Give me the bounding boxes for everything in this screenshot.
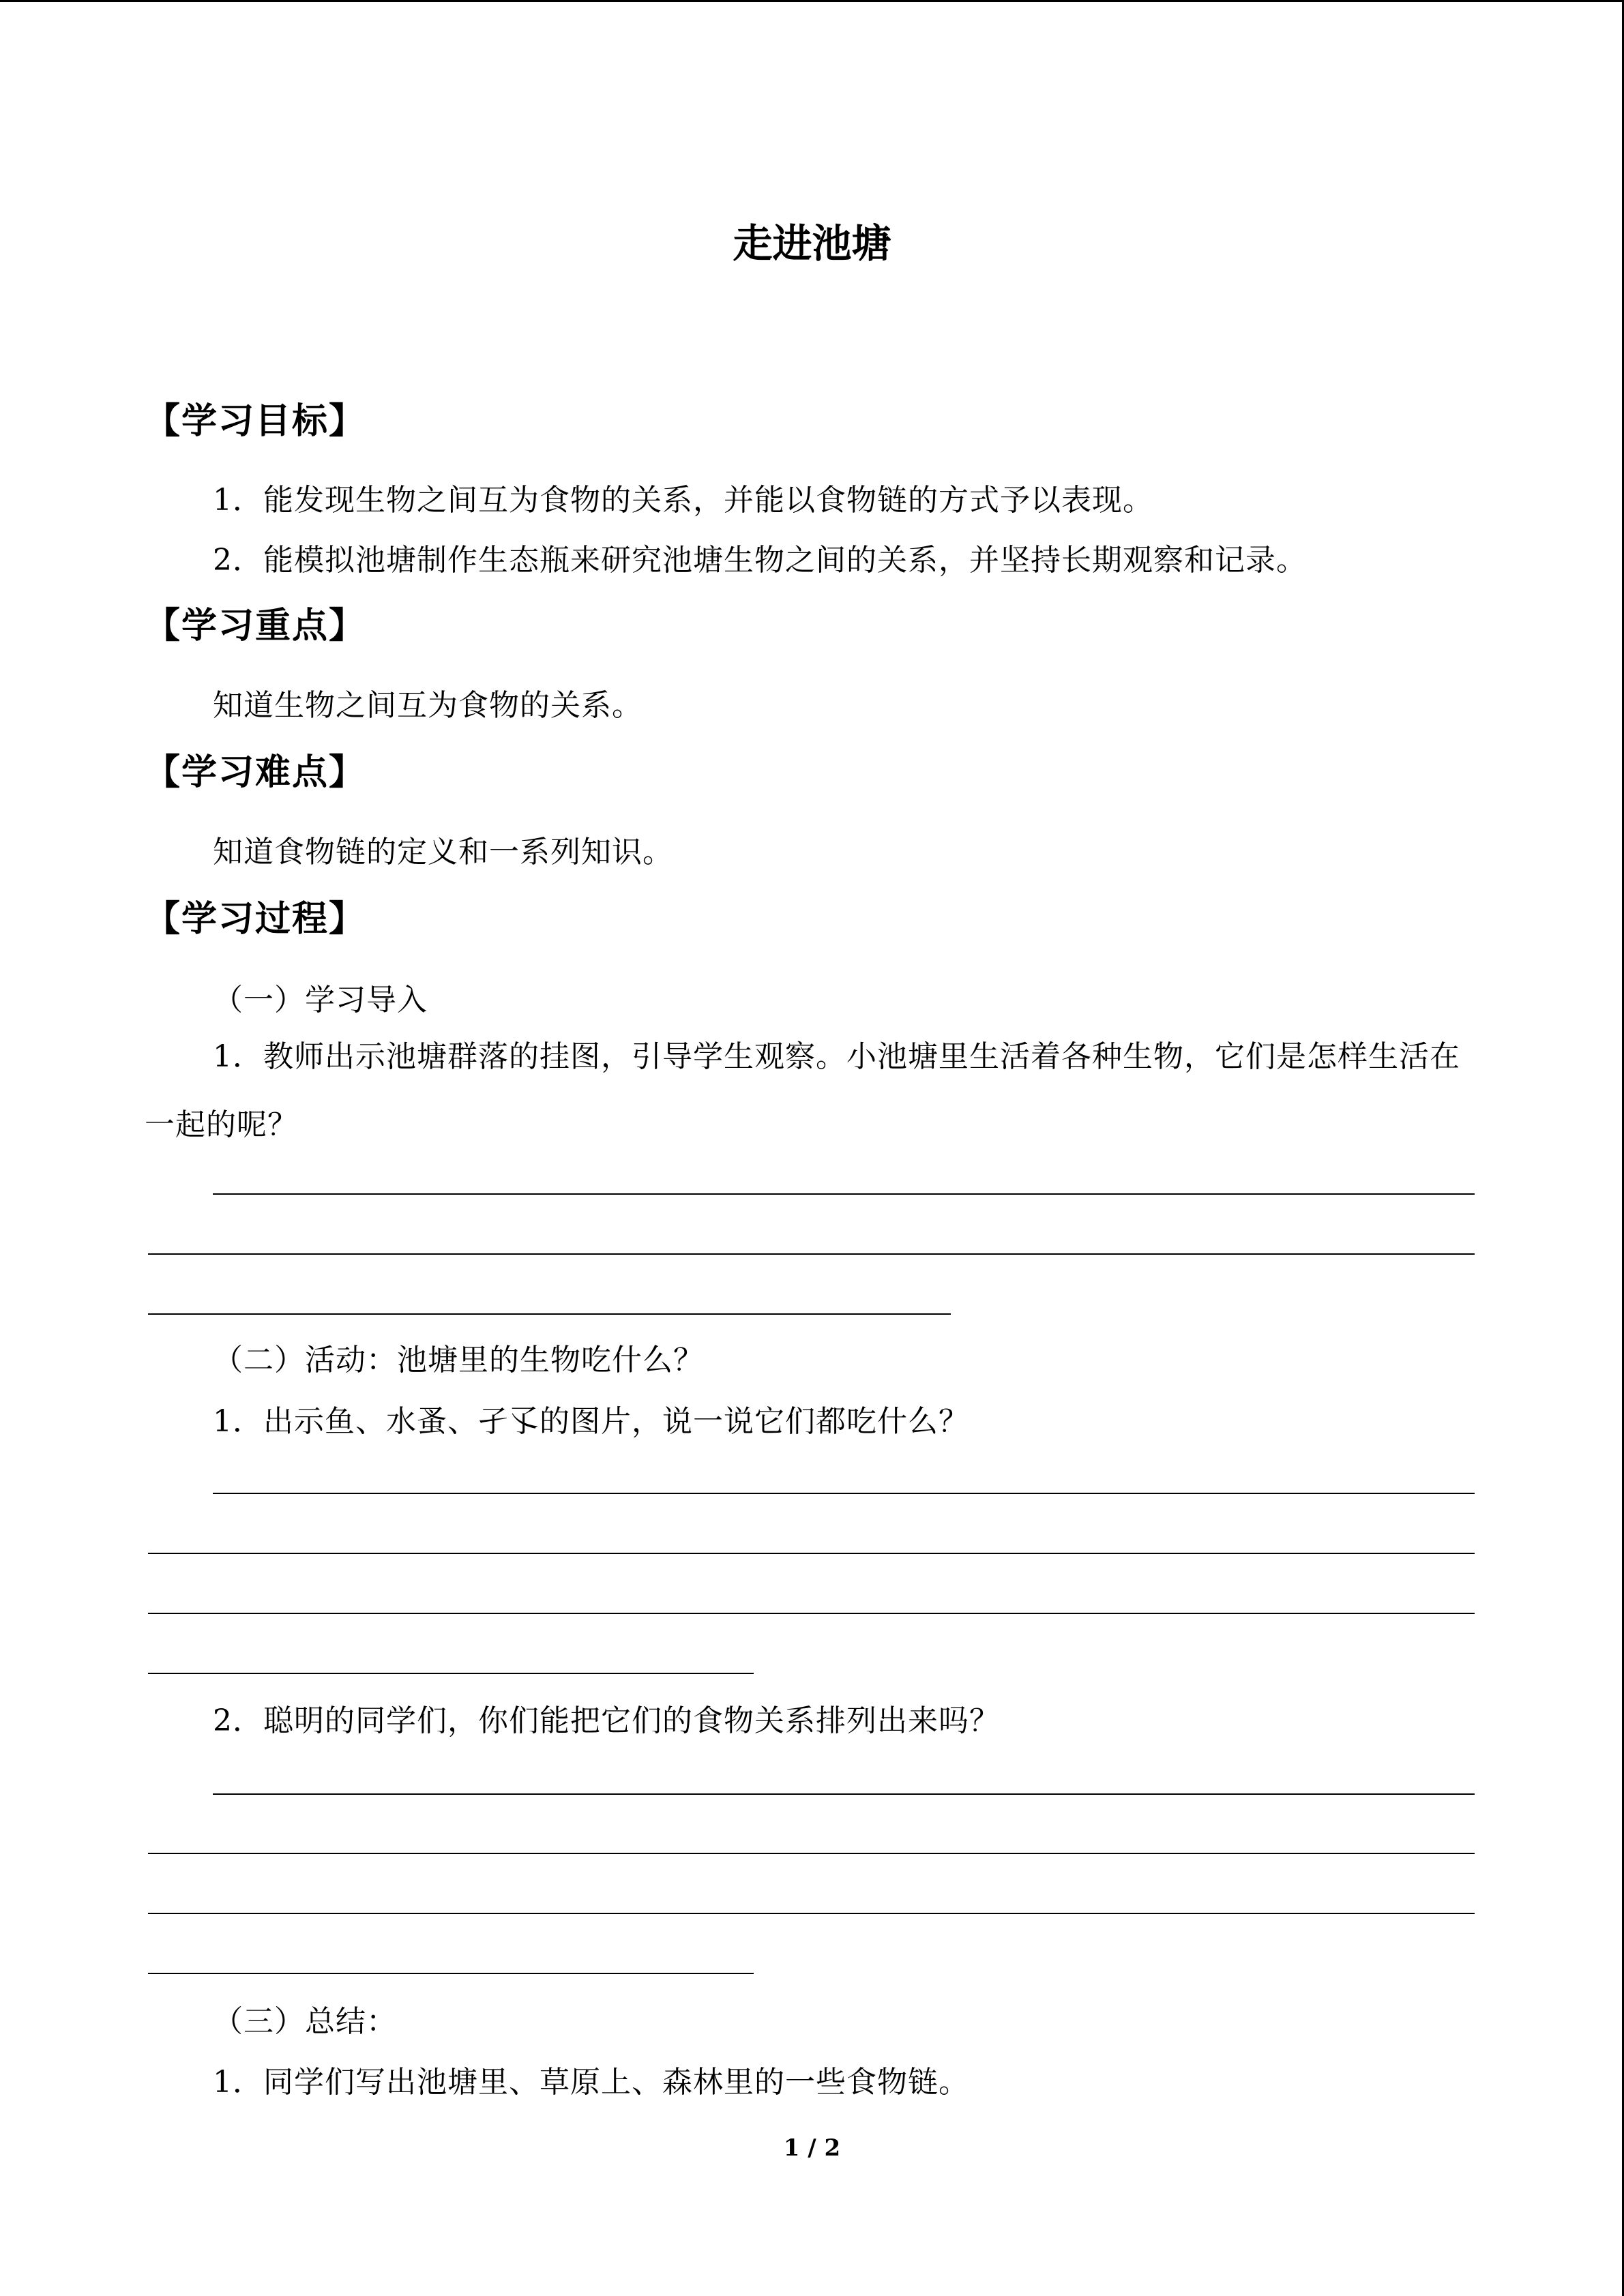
part1-question-1: 1．教师出示池塘群落的挂图，引导学生观察。小池塘里生活着各种生物，它们是怎样生活在一起的呢？: [145, 1039, 1460, 1142]
part2-question-1: 1．出示鱼、水蚤、孑孓的图片，说一说它们都吃什么？: [213, 1404, 969, 1439]
objective-item-2: 2．能模拟池塘制作生态瓶来研究池塘生物之间的关系，并坚持长期观察和记录。: [213, 543, 1307, 578]
answer-line: [148, 1853, 1475, 1854]
process-heading: 【学习过程】: [145, 899, 366, 940]
objectives-heading: 【学习目标】: [145, 401, 366, 442]
answer-line: [148, 1553, 1475, 1554]
difficulties-text: 知道食物链的定义和一系列知识。: [213, 835, 673, 869]
part2-question-2: 2．聪明的同学们，你们能把它们的食物关系排列出来吗？: [213, 1703, 1000, 1738]
difficulties-heading: 【学习难点】: [145, 752, 366, 793]
part3-title: （三）总结：: [213, 2004, 397, 2039]
answer-line: [148, 1973, 754, 1974]
key-points-text: 知道生物之间互为食物的关系。: [213, 688, 643, 723]
answer-line: [213, 1193, 1475, 1195]
part1-title: （一）学习导入: [213, 983, 428, 1017]
answer-line: [148, 1673, 754, 1674]
answer-line: [213, 1493, 1475, 1494]
answer-line: [148, 1613, 1475, 1614]
answer-line: [148, 1913, 1475, 1914]
key-points-heading: 【学习重点】: [145, 606, 366, 646]
page-number: 1 / 2: [783, 2134, 841, 2162]
answer-line: [213, 1793, 1475, 1795]
part2-title: （二）活动：池塘里的生物吃什么？: [213, 1343, 704, 1377]
answer-line: [148, 1313, 951, 1315]
document-title: 走进池塘: [733, 220, 891, 267]
page-border-top: [0, 0, 1624, 2]
answer-line: [148, 1253, 1475, 1255]
part3-question-1: 1．同学们写出池塘里、草原上、森林里的一些食物链。: [213, 2065, 969, 2100]
objective-item-1: 1．能发现生物之间互为食物的关系，并能以食物链的方式予以表现。: [213, 483, 1153, 518]
